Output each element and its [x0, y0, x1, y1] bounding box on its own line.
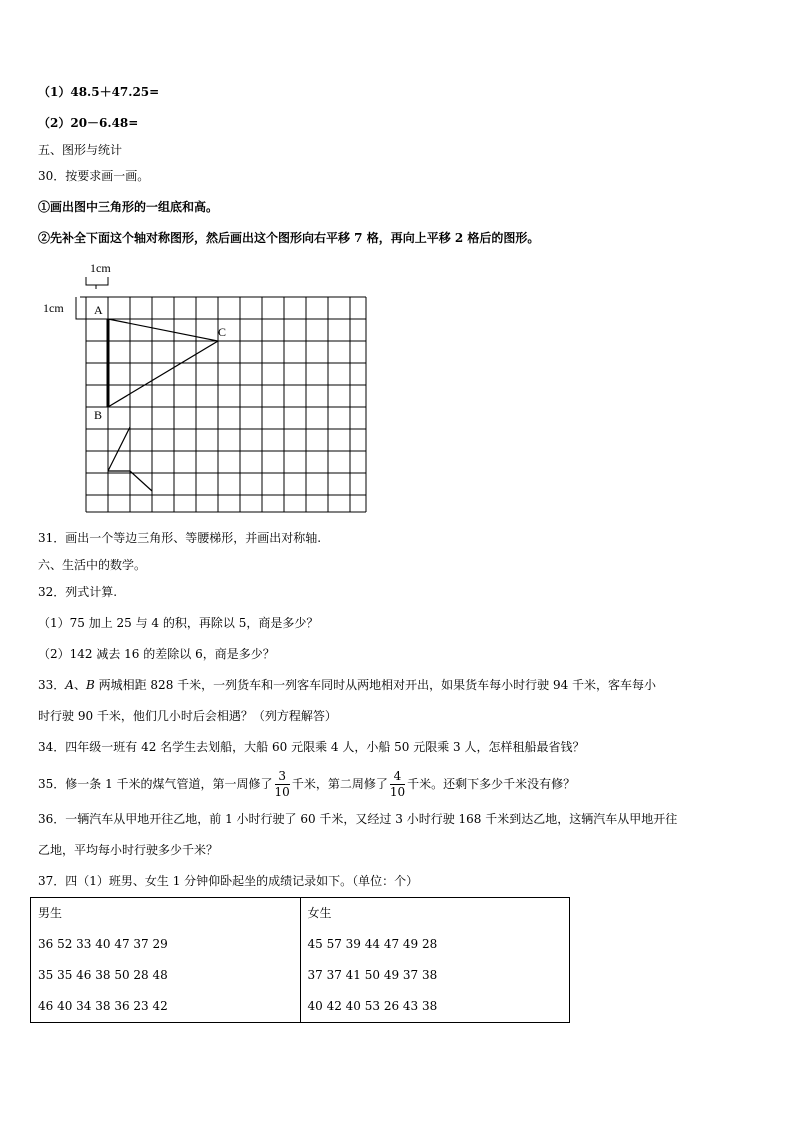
boys-header: 男生 — [38, 906, 63, 920]
q36-line2: 乙地，平均每小时行驶多少千米？ — [38, 843, 219, 857]
q30-part1: ①画出图中三角形的一组底和高。 — [38, 200, 219, 214]
q33-line2: 时行驶 90 千米，他们几小时后会相遇？（列方程解答） — [38, 709, 337, 723]
fraction-denominator: 10 — [274, 785, 290, 799]
q32-title: 32．列式计算. — [38, 585, 118, 599]
q37-title: 37．四（1）班男、女生 1 分钟仰卧起坐的成绩记录如下。（单位：个） — [38, 874, 419, 888]
q30-part2: ②先补全下面这个轴对称图形，然后画出这个图形向右平移 7 格，再向上平移 2 格后的图形。 — [38, 231, 540, 245]
q35-text — [38, 766, 575, 802]
point-b-label: B — [94, 408, 103, 422]
boys-column — [31, 898, 301, 1023]
section-5-title: 五、图形与统计 — [38, 143, 123, 157]
fraction-3-10 — [275, 769, 290, 800]
q33-line1 — [38, 677, 656, 693]
q29-part1: （1）48.5＋47.25= — [38, 85, 160, 99]
scores-table — [30, 897, 570, 1023]
city-b: B — [85, 678, 95, 692]
boys-row: 36 52 33 40 47 37 29 — [38, 937, 168, 951]
boys-row: 35 35 46 38 50 28 48 — [38, 968, 168, 982]
girls-row: 45 57 39 44 47 49 28 — [307, 937, 438, 951]
fraction-4-10 — [390, 769, 405, 800]
q35-part-b: 千米，第二周修了 — [291, 777, 388, 791]
girls-row: 40 42 40 53 26 43 38 — [307, 999, 438, 1013]
fraction-numerator: 4 — [390, 769, 405, 785]
point-c-label: C — [218, 325, 227, 339]
q33-text: 两城相距 828 千米，一列货车和一列客车同时从两地相对开出，如果货车每小时行驶 94 千米，客车每小 — [94, 678, 657, 692]
point-a-label: A — [94, 303, 103, 317]
q33-number: 33． — [38, 678, 66, 692]
fraction-numerator: 3 — [275, 769, 290, 785]
q32-part2: （2）142 减去 16 的差除以 6，商是多少？ — [38, 647, 275, 661]
girls-header: 女生 — [307, 906, 332, 920]
label-top-1cm: 1cm — [90, 261, 111, 275]
q29-part2: （2）20－6.48= — [38, 116, 139, 130]
section-6-title: 六、生活中的数学。 — [38, 558, 147, 572]
girls-column — [300, 898, 570, 1023]
q31-text: 31．画出一个等边三角形、等腰梯形，并画出对称轴. — [38, 531, 322, 545]
q30-title: 30．按要求画一画。 — [38, 169, 150, 183]
q36-line1: 36．一辆汽车从甲地开往乙地，前 1 小时行驶了 60 千米，又经过 3 小时行驶 168 千米到达乙地，这辆汽车从甲地开往 — [38, 812, 678, 826]
q35-part-a: 35．修一条 1 千米的煤气管道，第一周修了 — [38, 777, 273, 791]
boys-row: 46 40 34 38 36 23 42 — [38, 999, 168, 1013]
girls-row: 37 37 41 50 49 37 38 — [307, 968, 438, 982]
city-a: A — [65, 678, 74, 692]
label-left-1cm: 1cm — [43, 301, 64, 315]
grid-figure — [30, 255, 380, 520]
q32-part1: （1）75 加上 25 与 4 的积，再除以 5，商是多少？ — [38, 616, 319, 630]
fraction-denominator: 10 — [389, 785, 406, 799]
q34-text: 34．四年级一班有 42 名学生去划船，大船 60 元限乘 4 人，小船 50 元限乘 3 人，怎样租船最省钱？ — [38, 740, 585, 754]
q35-part-c: 千米。还剩下多少千米没有修？ — [407, 777, 576, 791]
q33-separator: 、 — [73, 678, 86, 692]
